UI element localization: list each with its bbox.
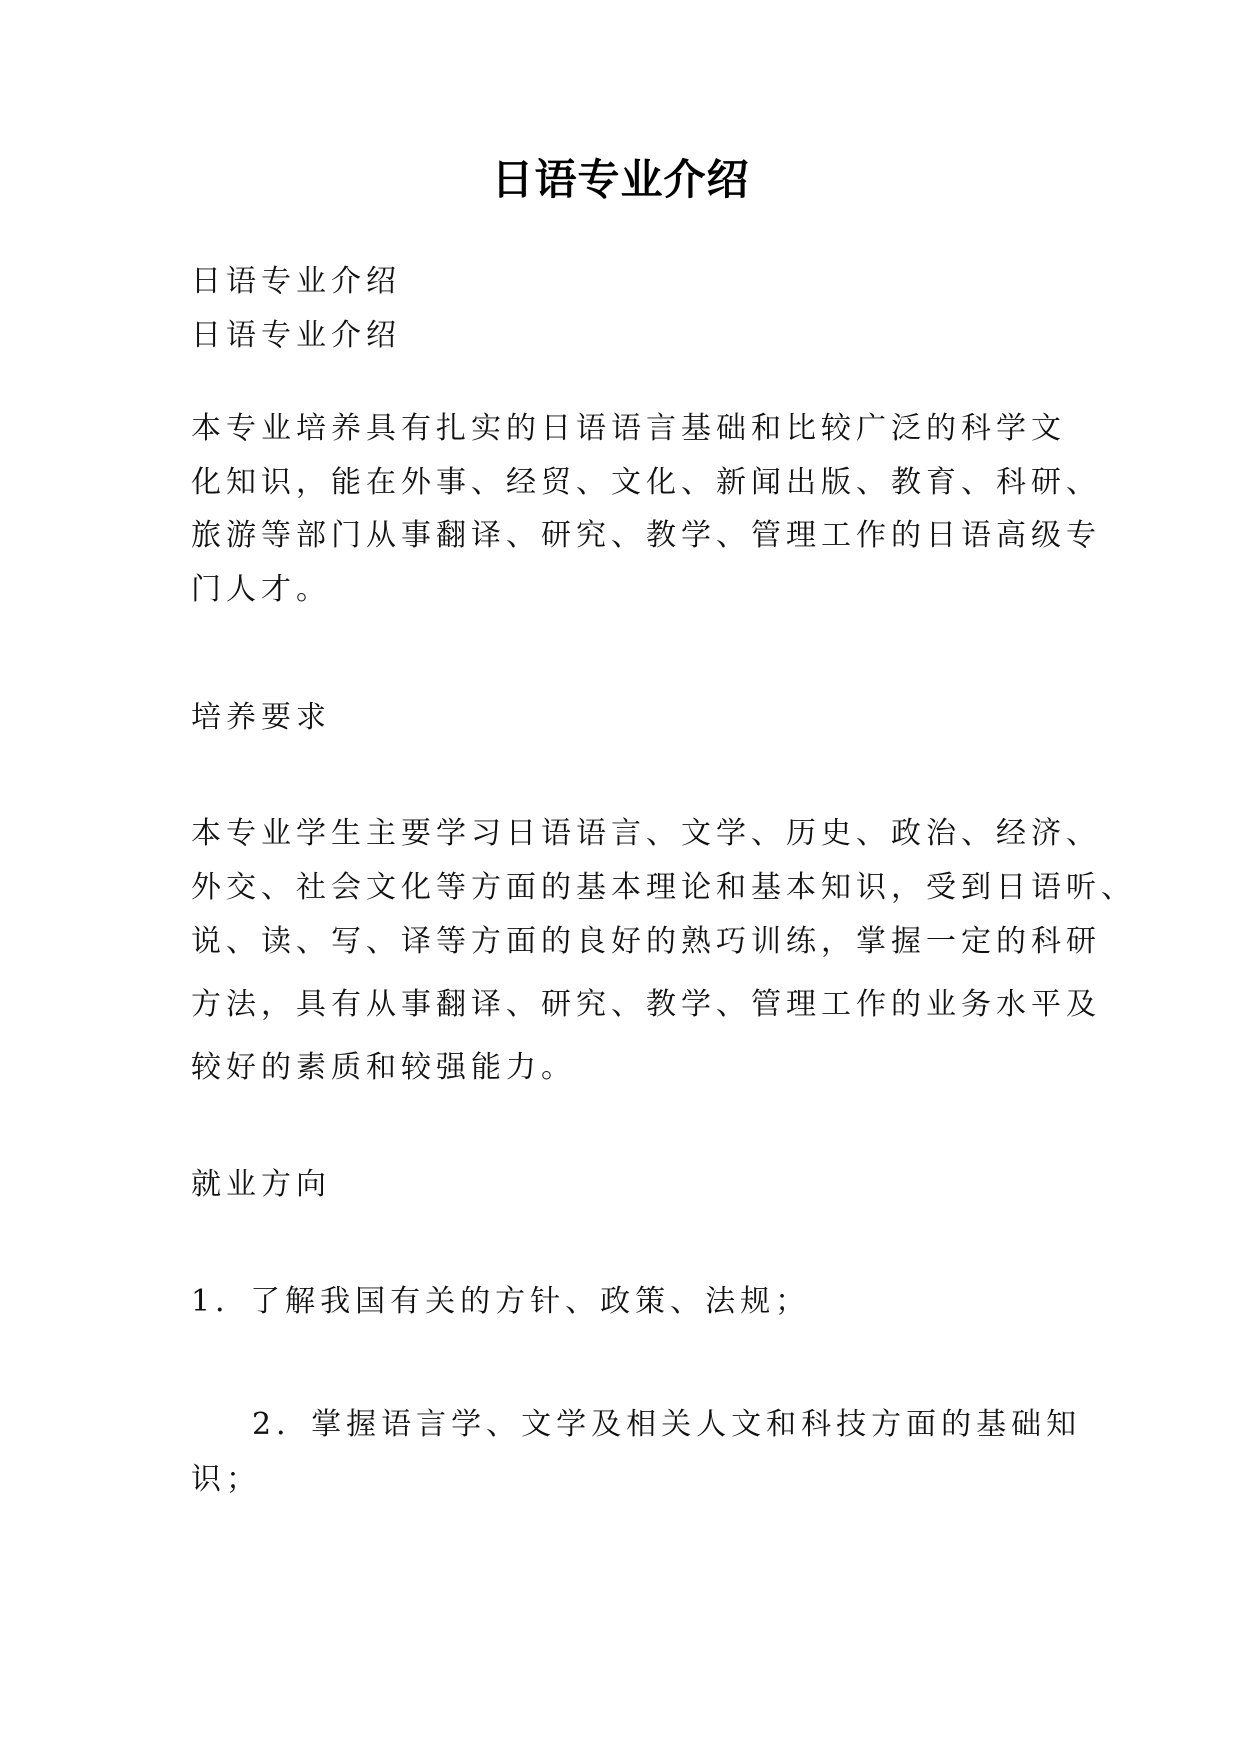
intro-paragraph-line: 门人才。 — [191, 572, 331, 607]
list-item: 2．掌握语言学、文学及相关人文和科技方面的基础知 — [252, 1407, 1082, 1442]
list-item-continuation: 识； — [191, 1462, 261, 1497]
intro-paragraph-line: 旅游等部门从事翻译、研究、教学、管理工作的日语高级专 — [191, 518, 1101, 553]
subheading: 日语专业介绍 — [191, 264, 401, 299]
requirements-paragraph-line: 说、读、写、译等方面的良好的熟巧训练，掌握一定的科研 — [191, 924, 1101, 959]
subheading: 日语专业介绍 — [191, 318, 401, 353]
section-heading-requirements: 培养要求 — [191, 700, 331, 735]
section-heading-career: 就业方向 — [191, 1167, 331, 1202]
document-title: 日语专业介绍 — [491, 155, 750, 204]
intro-paragraph-line: 化知识，能在外事、经贸、文化、新闻出版、教育、科研、 — [191, 465, 1101, 500]
requirements-paragraph-line: 方法，具有从事翻译、研究、教学、管理工作的业务水平及 — [191, 987, 1101, 1022]
requirements-paragraph-line: 较好的素质和较强能力。 — [191, 1050, 576, 1085]
list-item: 1．了解我国有关的方针、政策、法规； — [191, 1284, 811, 1319]
requirements-paragraph-line: 外交、社会文化等方面的基本理论和基本知识，受到日语听、 — [191, 870, 1136, 905]
intro-paragraph-line: 本专业培养具有扎实的日语语言基础和比较广泛的科学文 — [191, 411, 1066, 446]
requirements-paragraph-line: 本专业学生主要学习日语语言、文学、历史、政治、经济、 — [191, 816, 1101, 851]
